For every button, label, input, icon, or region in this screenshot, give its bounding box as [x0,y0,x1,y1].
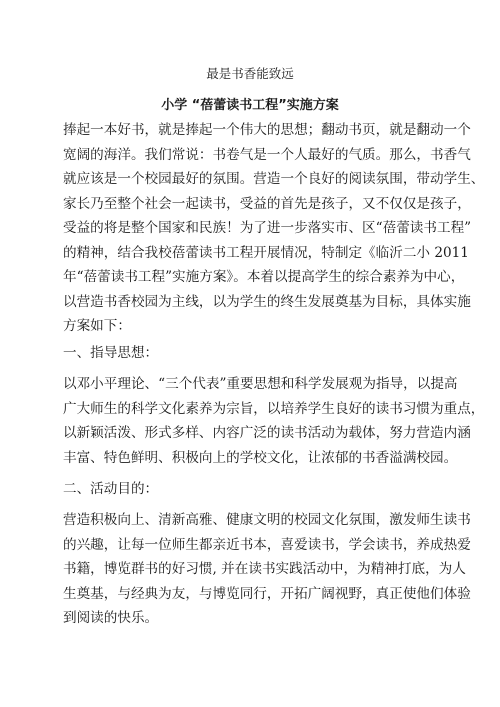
section1-line-3: 以新颖活泼、形式多样、内容广泛的读书活动为载体，努力营造内涵 [63,425,471,441]
intro-line-3: 就应该是一个校园最好的氛围。营造一个良好的阅读氛围，带动学生、 [63,171,485,187]
intro-line-5: 受益的将是整个国家和民族！为了进一步落实市、区“蓓蕾读书工程” [63,220,472,236]
section2-line-2: 的兴趣，让每一位师生都亲近书本，喜爱读书，学会读书，养成热爱 [63,536,471,553]
document-title: 小学 “蓓蕾读书工程”实施方案 [161,98,339,113]
section1-line-4: 丰富、特色鲜明、积极向上的学校文化，让浓郁的书香溢满校园。 [63,449,458,466]
intro-line-9: 方案如下： [63,318,131,334]
intro-line-4: 家长乃至整个社会一起读书，受益的首先是孩子，又不仅仅是孩子， [63,195,471,212]
section-heading-activity-purpose: 二、活动目的： [63,481,159,497]
section1-line-1: 以邓小平理论、“三个代表”重要思想和科学发展观为指导，以提高 [63,376,458,392]
document-subtitle: 最是书香能致远 [206,66,294,81]
section2-line-3: 书籍，博览群书的好习惯, 并在读书实践活动中，为精神打底，为人 [63,561,466,577]
section2-line-1: 营造积极向上、清新高雅、健康文明的校园文化氛围，激发师生读书 [63,512,471,528]
intro-line-7: 年“蓓蕾读书工程”实施方案》。本着以提高学生的综合素养为中心， [63,269,465,285]
section2-line-4: 生奠基，与经典为友，与博览同行，开拓广阔视野，真正使他们体验 [63,585,471,602]
section2-line-5: 到阅读的快乐。 [63,610,159,626]
intro-line-2: 宽阔的海洋。我们常说：书卷气是一个人最好的气质。那么，书香气 [63,146,471,163]
intro-line-8: 以营造书香校园为主线，以为学生的终生发展奠基为目标，具体实施 [63,293,471,310]
intro-line-6: 的精神，结合我校蓓蕾读书工程开展情况，特制定《临沂二小 2011 [63,244,469,261]
section1-line-2: 广大师生的科学文化素养为宗旨，以培养学生良好的读书习惯为重点， [63,400,485,417]
intro-line-1: 捧起一本好书，就是捧起一个伟大的思想；翻动书页，就是翻动一个 [63,122,471,138]
section-heading-guiding-principle: 一、指导思想： [63,345,159,361]
